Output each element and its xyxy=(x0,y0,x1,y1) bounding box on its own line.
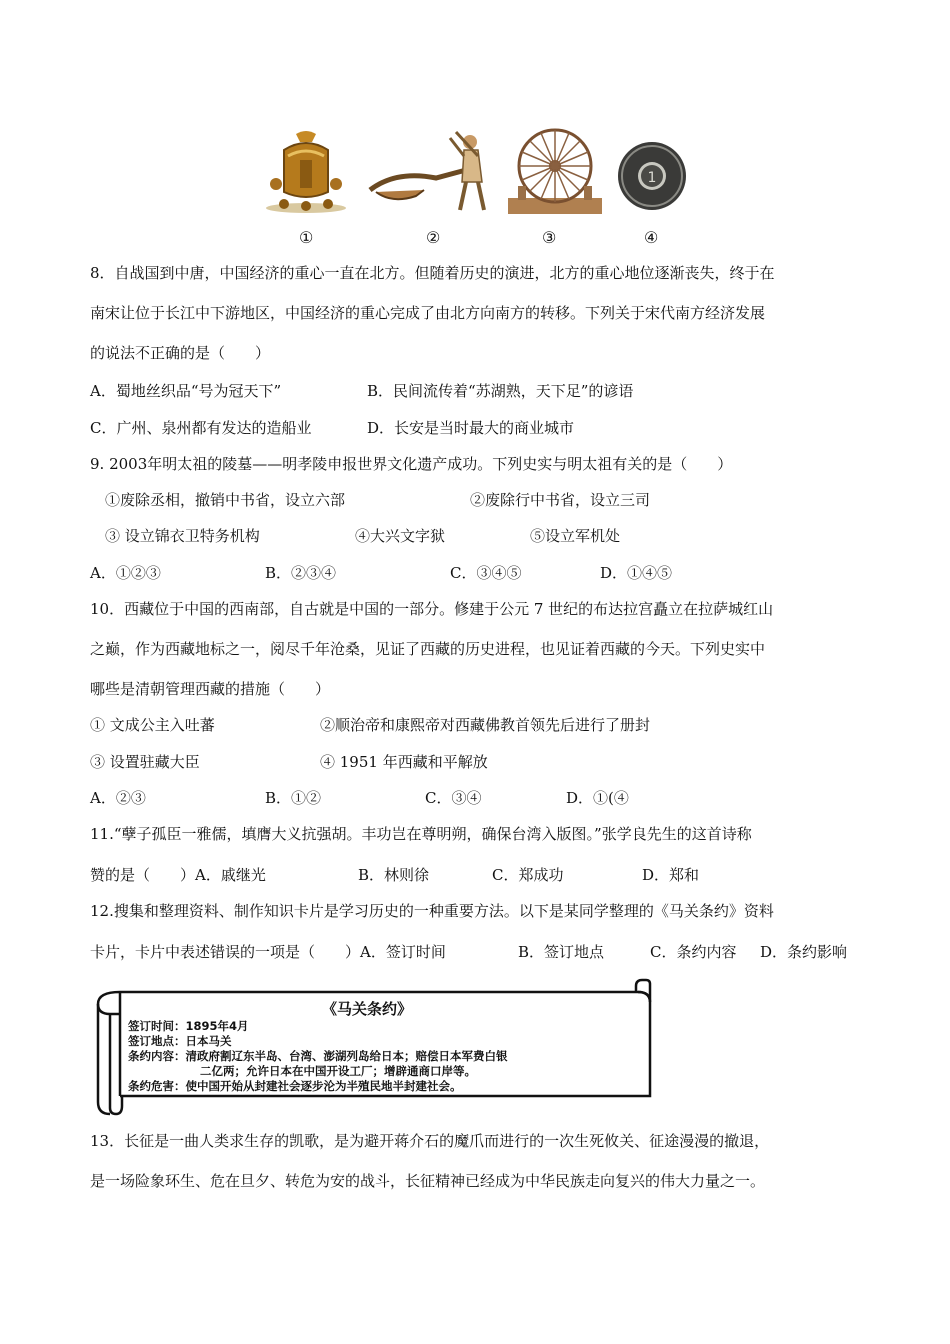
q11-option-c: C．郑成功 xyxy=(492,866,564,884)
q10-stem-line1: 10．西藏位于中国的西南部，自古就是中国的一部分。修建于公元 7 世纪的布达拉宫矗立在拉萨城红山 xyxy=(90,600,774,618)
card-row-time: 签订时间：1895年4月 xyxy=(128,1019,249,1033)
card-row-place: 签订地点：日本马关 xyxy=(128,1034,232,1048)
q10-option-b: B．①② xyxy=(265,789,322,807)
q12-option-c: C．条约内容 xyxy=(650,943,737,961)
q8-stem-line1: 8．自战国到中唐，中国经济的重心一直在北方。但随着历史的演进，北方的重心地位逐渐丧失，终于在 xyxy=(90,264,775,282)
q10-item-3: ③ 设置驻藏大臣 xyxy=(90,753,200,771)
coin-image xyxy=(616,140,688,212)
q8-stem-line2: 南宋让位于长江中下游地区，中国经济的重心完成了由北方向南方的转移。下列关于宋代南方经济发展 xyxy=(90,304,766,322)
waterwheel-image xyxy=(508,126,602,214)
q9-item-3: ③ 设立锦衣卫特务机构 xyxy=(105,527,260,545)
q9-option-d: D．①④⑤ xyxy=(600,564,673,582)
q8-option-c: C．广州、泉州都有发达的造船业 xyxy=(90,419,312,437)
q12-option-d: D．条约影响 xyxy=(760,943,848,961)
q10-item-1: ① 文成公主入吐蕃 xyxy=(90,716,215,734)
q10-stem-line2: 之巅，作为西藏地标之一，阅尽千年沧桑，见证了西藏的历史进程，也见证着西藏的今天。下列史实中 xyxy=(90,640,766,658)
q10-stem-line3: 哪些是清朝管理西藏的措施（ ） xyxy=(90,680,331,698)
q11-option-b: B．林则徐 xyxy=(358,866,430,884)
q9-stem: 9. 2003年明太祖的陵墓——明孝陵申报世界文化遗产成功。下列史实与明太祖有关的是（ ） xyxy=(90,455,733,473)
plough-image xyxy=(366,130,494,214)
card-row-content-cont: 二亿两；允许日本在中国开设工厂；增辟通商口岸等。 xyxy=(200,1064,476,1078)
q8-option-d: D．长安是当时最大的商业城市 xyxy=(367,419,575,437)
q10-option-d: D．①(④ xyxy=(566,789,629,807)
q11-stem-line1: 11.“孽子孤臣一雅儒，填膺大义抗强胡。丰功岂在尊明朔，确保台湾入版图。”张学良先生的这首诗称 xyxy=(90,825,752,843)
q11-stem-line2: 赞的是（ ）A．戚继光 xyxy=(90,866,266,884)
seismograph-image xyxy=(262,128,350,214)
q8-option-b: B．民间流传着“苏湖熟，天下足”的谚语 xyxy=(367,382,634,400)
q13-stem-line1: 13．长征是一曲人类求生存的凯歌，是为避开蒋介石的魔爪而进行的一次生死攸关、征途漫漫的撤退， xyxy=(90,1132,770,1150)
q9-option-c: C．③④⑤ xyxy=(450,564,522,582)
q12-stem-line2: 卡片，卡片中表述错误的一项是（ ）A．签订时间 xyxy=(90,943,446,961)
q9-option-a: A．①②③ xyxy=(90,564,161,582)
q10-option-c: C．③④ xyxy=(425,789,482,807)
image-label-4: ④ xyxy=(644,228,659,247)
q8-stem-line3: 的说法不正确的是（ ） xyxy=(90,344,271,362)
q12-option-b: B．签订地点 xyxy=(518,943,605,961)
q10-item-4: ④ 1951 年西藏和平解放 xyxy=(320,753,488,771)
image-label-3: ③ xyxy=(542,228,557,247)
card-row-content: 条约内容：清政府割辽东半岛、台湾、澎湖列岛给日本；赔偿日本军费白银 xyxy=(128,1049,508,1063)
image-label-2: ② xyxy=(426,228,441,247)
card-row-harm: 条约危害：使中国开始从封建社会逐步沦为半殖民地半封建社会。 xyxy=(128,1079,462,1093)
q13-stem-line2: 是一场险象环生、危在旦夕、转危为安的战斗，长征精神已经成为中华民族走向复兴的伟大力量之一。 xyxy=(90,1172,766,1190)
q10-item-2: ②顺治帝和康熙帝对西藏佛教首领先后进行了册封 xyxy=(320,716,651,734)
q9-item-1: ①废除丞相，撤销中书省，设立六部 xyxy=(105,491,346,509)
q10-option-a: A．②③ xyxy=(90,789,146,807)
image-label-1: ① xyxy=(299,228,314,247)
q8-option-a: A．蜀地丝织品“号为冠天下” xyxy=(90,382,282,400)
q9-option-b: B．②③④ xyxy=(265,564,337,582)
q11-option-d: D．郑和 xyxy=(642,866,700,884)
q9-item-5: ⑤设立军机处 xyxy=(530,527,621,545)
q12-stem-line1: 12.搜集和整理资料、制作知识卡片是学习历史的一种重要方法。以下是某同学整理的《马关条约》资料 xyxy=(90,902,774,920)
card-title: 《马关条约》 xyxy=(322,1000,413,1018)
q9-item-2: ②废除行中书省，设立三司 xyxy=(470,491,651,509)
svg-text:1: 1 xyxy=(647,170,657,186)
q9-item-4: ④大兴文字狱 xyxy=(355,527,446,545)
